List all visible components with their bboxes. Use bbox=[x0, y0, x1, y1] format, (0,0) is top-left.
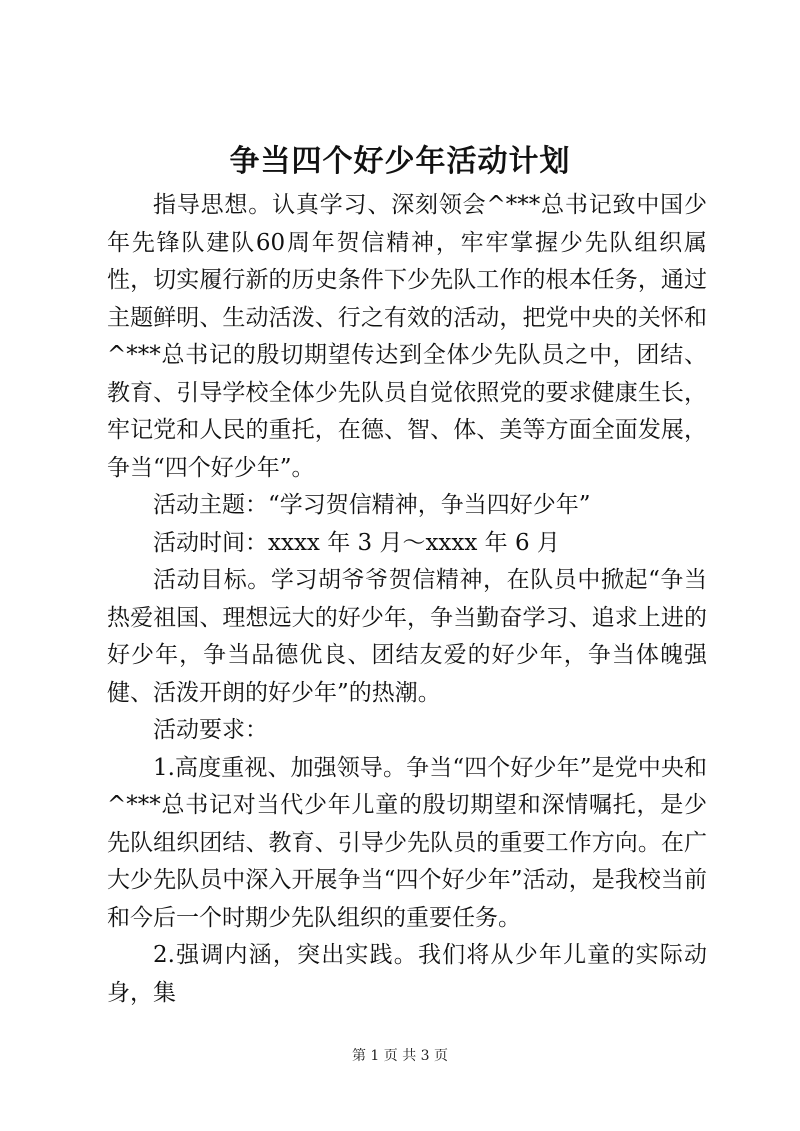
paragraph-requirement-1: 1.高度重视、加强领导。争当“四个好少年”是党中央和^***总书记对当代少年儿童的殷切期望和深情嘱托，是少先队组织团结、教育、引导少先队员的重要工作方向。在广大少先队员中深入开展争当“四个好少年”活动，是我校当前和今后一个时期少先队组织的重要任务。 bbox=[107, 754, 707, 931]
paragraph-activity-time: 活动时间：xxxx 年 3 月～xxxx 年 6 月 bbox=[153, 529, 560, 556]
page-footer: 第 1 页 共 3 页 bbox=[351, 1048, 449, 1064]
page-title: 争当四个好少年活动计划 bbox=[229, 144, 571, 179]
paragraph-requirement-2: 2.强调内涵，突出实践。我们将从少年儿童的实际动身，集 bbox=[107, 942, 707, 1006]
paragraph-guiding-ideology: 指导思想。认真学习、深刻领会^***总书记致中国少年先锋队建队60周年贺信精神，牢牢掌握少先队组织属性，切实履行新的历史条件下少先队工作的根本任务，通过主题鲜明、生动活泼、行之有效的活动，把党中央的关怀和^***总书记的殷切期望传达到全体少先队员之中，团结、教育、引导学校全体少先队员自觉依照党的要求健康生长，牢记党和人民的重托，在德、智、体、美等方面全面发展，争当“四个好少年”。 bbox=[107, 192, 707, 481]
paragraph-activity-theme: 活动主题：“学习贺信精神，争当四好少年” bbox=[153, 492, 591, 518]
paragraph-activity-requirements-heading: 活动要求： bbox=[153, 717, 268, 743]
paragraph-activity-goal: 活动目标。学习胡爷爷贺信精神，在队员中掀起“争当热爱祖国、理想远大的好少年，争当勤奋学习、追求上进的好少年，争当品德优良、团结友爱的好少年，争当体魄强健、活泼开朗的好少年”的热潮。 bbox=[107, 567, 707, 706]
document-body bbox=[107, 187, 707, 1012]
